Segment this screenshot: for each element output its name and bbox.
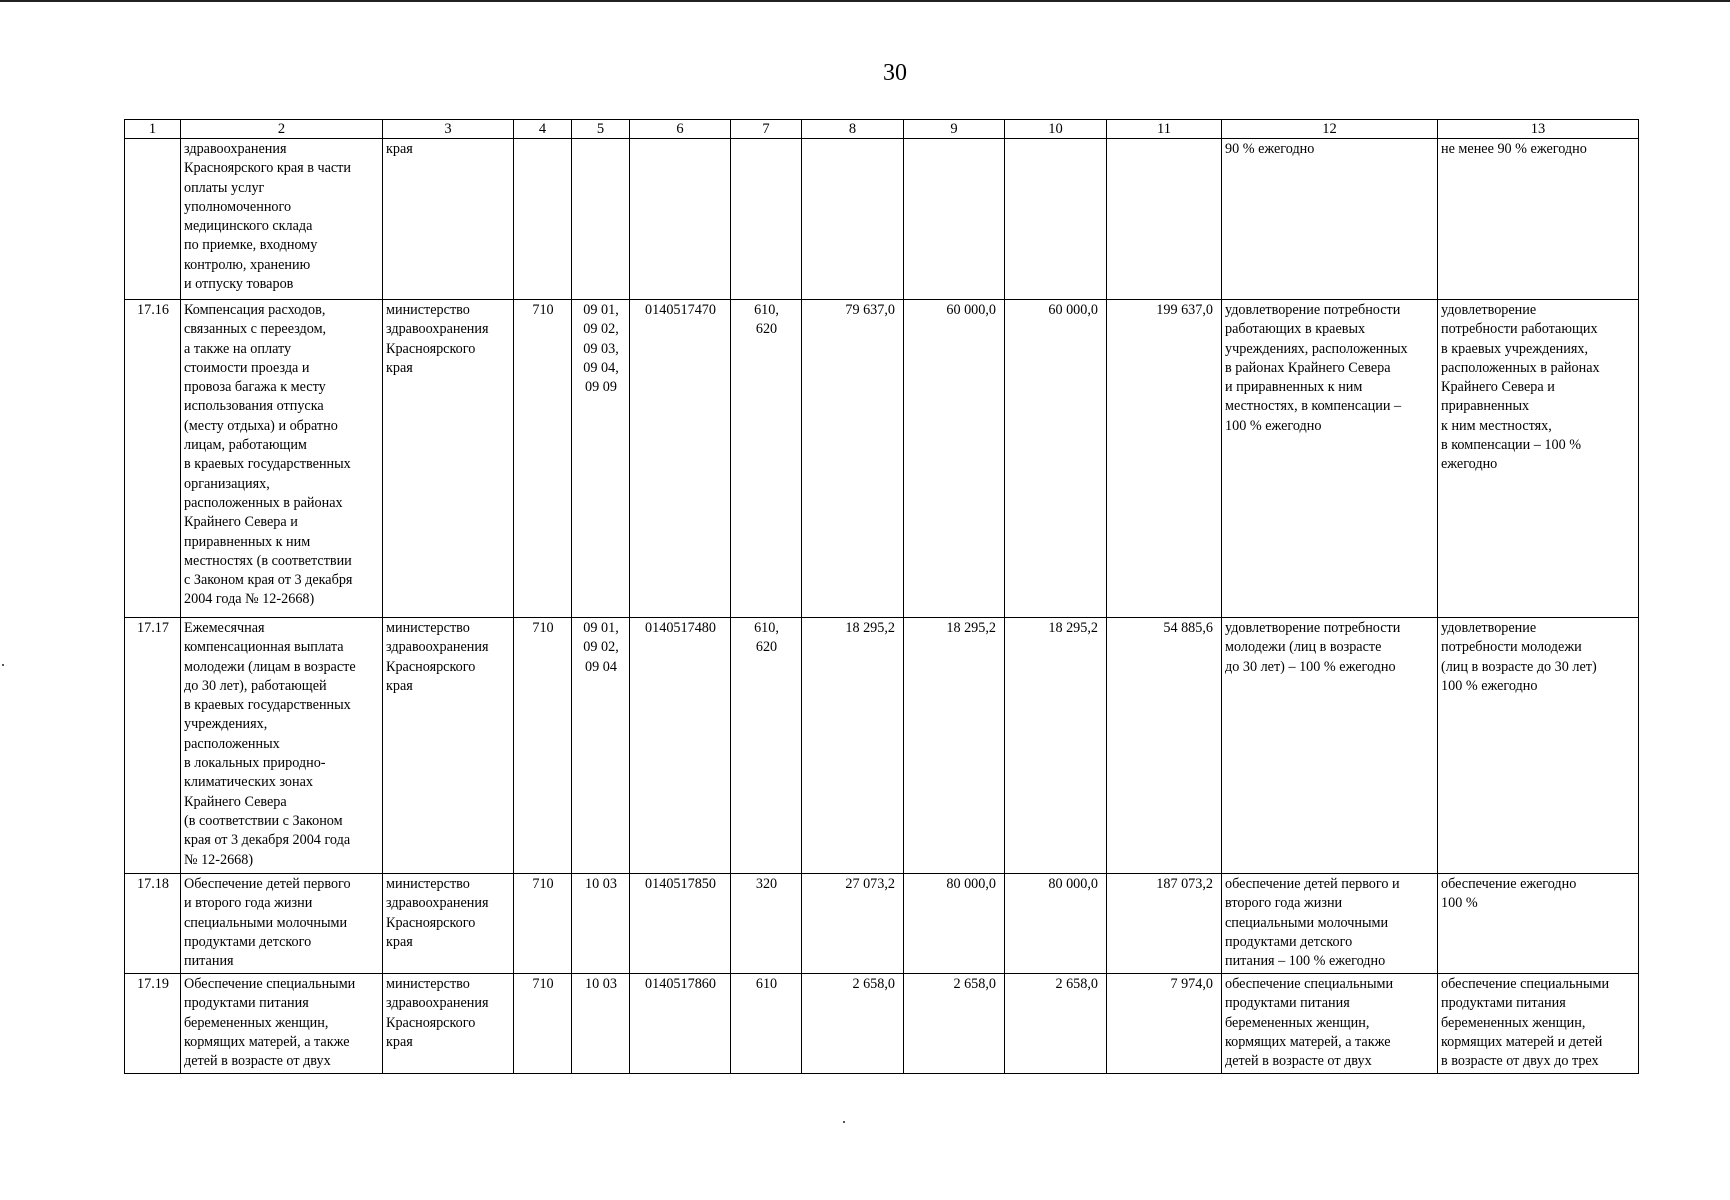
column-header: 10 [1005, 120, 1107, 139]
vr-code: 610, 620 [731, 618, 802, 874]
column-header: 8 [802, 120, 904, 139]
column-header: 13 [1438, 120, 1639, 139]
amount-total: 187 073,2 [1107, 874, 1222, 974]
activity-name: Обеспечение специальными продуктами питания беремененных женщин, кормящих матерей, а также детей в возрасте от двух [181, 974, 383, 1074]
amount-year-2: 80 000,0 [904, 874, 1005, 974]
csr-code: 0140517850 [630, 874, 731, 974]
column-header: 4 [514, 120, 572, 139]
activity-name: Компенсация расходов, связанных с переездом, а также на оплату стоимости проезда и провоза багажа к месту использования отпуска (месту отдыха) и обратно лицам, работающим в краевых государственных организациях, расположенных в районах Крайнего Севера и приравненных к ним местностях (в соответствии с Законом края от 3 декабря 2004 года № 12-2668) [181, 300, 383, 618]
target-indicator: удовлетворение потребности молодежи (лиц в возрасте до 30 лет) 100 % ежегодно [1438, 618, 1639, 874]
vr-code: 610 [731, 974, 802, 1074]
column-header: 1 [125, 120, 181, 139]
table-row [125, 618, 1639, 874]
table-header-row [125, 120, 1639, 139]
column-header: 7 [731, 120, 802, 139]
expected-result: обеспечение специальными продуктами питания беремененных женщин, кормящих матерей, а также детей в возрасте от двух [1222, 974, 1438, 1074]
executor: министерство здравоохранения Красноярского края [383, 618, 514, 874]
activity-name: Ежемесячная компенсационная выплата молодежи (лицам в возрасте до 30 лет), работающей в краевых государственных учреждениях, расположенных в локальных природно- климатических зонах Крайнего Севера (в соответствии с Законом края от 3 декабря 2004 года № 12-2668) [181, 618, 383, 874]
column-header: 2 [181, 120, 383, 139]
csr-code [630, 139, 731, 300]
column-header: 3 [383, 120, 514, 139]
rzpr-code [572, 139, 630, 300]
vr-code: 610, 620 [731, 300, 802, 618]
grbs-code [514, 139, 572, 300]
table-row [125, 139, 1639, 300]
rzpr-code: 10 03 [572, 874, 630, 974]
amount-year-2 [904, 139, 1005, 300]
scan-speck [843, 1121, 845, 1123]
column-header: 6 [630, 120, 731, 139]
amount-year-2: 2 658,0 [904, 974, 1005, 1074]
program-activities-table [124, 119, 1639, 1074]
expected-result: удовлетворение потребности молодежи (лиц в возрасте до 30 лет) – 100 % ежегодно [1222, 618, 1438, 874]
target-indicator: не менее 90 % ежегодно [1438, 139, 1639, 300]
amount-year-3: 60 000,0 [1005, 300, 1107, 618]
amount-year-2: 60 000,0 [904, 300, 1005, 618]
target-indicator: обеспечение специальными продуктами питания беремененных женщин, кормящих матерей и детей в возрасте от двух до трех [1438, 974, 1639, 1074]
expected-result: обеспечение детей первого и второго года жизни специальными молочными продуктами детского питания – 100 % ежегодно [1222, 874, 1438, 974]
rzpr-code: 09 01, 09 02, 09 03, 09 04, 09 09 [572, 300, 630, 618]
amount-year-2: 18 295,2 [904, 618, 1005, 874]
expected-result: удовлетворение потребности работающих в краевых учреждениях, расположенных в районах Крайнего Севера и приравненных к ним местностях, в компенсации – 100 % ежегодно [1222, 300, 1438, 618]
amount-year-1: 2 658,0 [802, 974, 904, 1074]
vr-code: 320 [731, 874, 802, 974]
grbs-code: 710 [514, 974, 572, 1074]
column-header: 9 [904, 120, 1005, 139]
target-indicator: удовлетворение потребности работающих в краевых учреждениях, расположенных в районах Крайнего Севера и приравненных к ним местностях, в компенсации – 100 % ежегодно [1438, 300, 1639, 618]
executor: министерство здравоохранения Красноярского края [383, 300, 514, 618]
target-indicator: обеспечение ежегодно 100 % [1438, 874, 1639, 974]
amount-year-1 [802, 139, 904, 300]
row-number: 17.18 [125, 874, 181, 974]
amount-year-3 [1005, 139, 1107, 300]
amount-year-3: 80 000,0 [1005, 874, 1107, 974]
vr-code [731, 139, 802, 300]
rzpr-code: 09 01, 09 02, 09 04 [572, 618, 630, 874]
scan-speck [2, 664, 4, 666]
table-row [125, 974, 1639, 1074]
csr-code: 0140517860 [630, 974, 731, 1074]
column-header: 11 [1107, 120, 1222, 139]
row-number [125, 139, 181, 300]
grbs-code: 710 [514, 618, 572, 874]
amount-year-1: 27 073,2 [802, 874, 904, 974]
csr-code: 0140517480 [630, 618, 731, 874]
row-number: 17.16 [125, 300, 181, 618]
scan-border-line [0, 0, 1730, 2]
grbs-code: 710 [514, 874, 572, 974]
amount-total: 199 637,0 [1107, 300, 1222, 618]
amount-total: 54 885,6 [1107, 618, 1222, 874]
column-header: 5 [572, 120, 630, 139]
amount-year-3: 2 658,0 [1005, 974, 1107, 1074]
row-number: 17.17 [125, 618, 181, 874]
amount-year-1: 18 295,2 [802, 618, 904, 874]
executor: министерство здравоохранения Красноярского края [383, 874, 514, 974]
row-number: 17.19 [125, 974, 181, 1074]
rzpr-code: 10 03 [572, 974, 630, 1074]
amount-year-3: 18 295,2 [1005, 618, 1107, 874]
table-row [125, 874, 1639, 974]
amount-total [1107, 139, 1222, 300]
csr-code: 0140517470 [630, 300, 731, 618]
amount-total: 7 974,0 [1107, 974, 1222, 1074]
activity-name: здравоохранения Красноярского края в части оплаты услуг уполномоченного медицинского склада по приемке, входному контролю, хранению и отпуску товаров [181, 139, 383, 300]
column-header: 12 [1222, 120, 1438, 139]
grbs-code: 710 [514, 300, 572, 618]
expected-result: 90 % ежегодно [1222, 139, 1438, 300]
activity-name: Обеспечение детей первого и второго года жизни специальными молочными продуктами детского питания [181, 874, 383, 974]
amount-year-1: 79 637,0 [802, 300, 904, 618]
page-number: 30 [883, 60, 907, 86]
executor: министерство здравоохранения Красноярского края [383, 974, 514, 1074]
executor: края [383, 139, 514, 300]
table-row [125, 300, 1639, 618]
